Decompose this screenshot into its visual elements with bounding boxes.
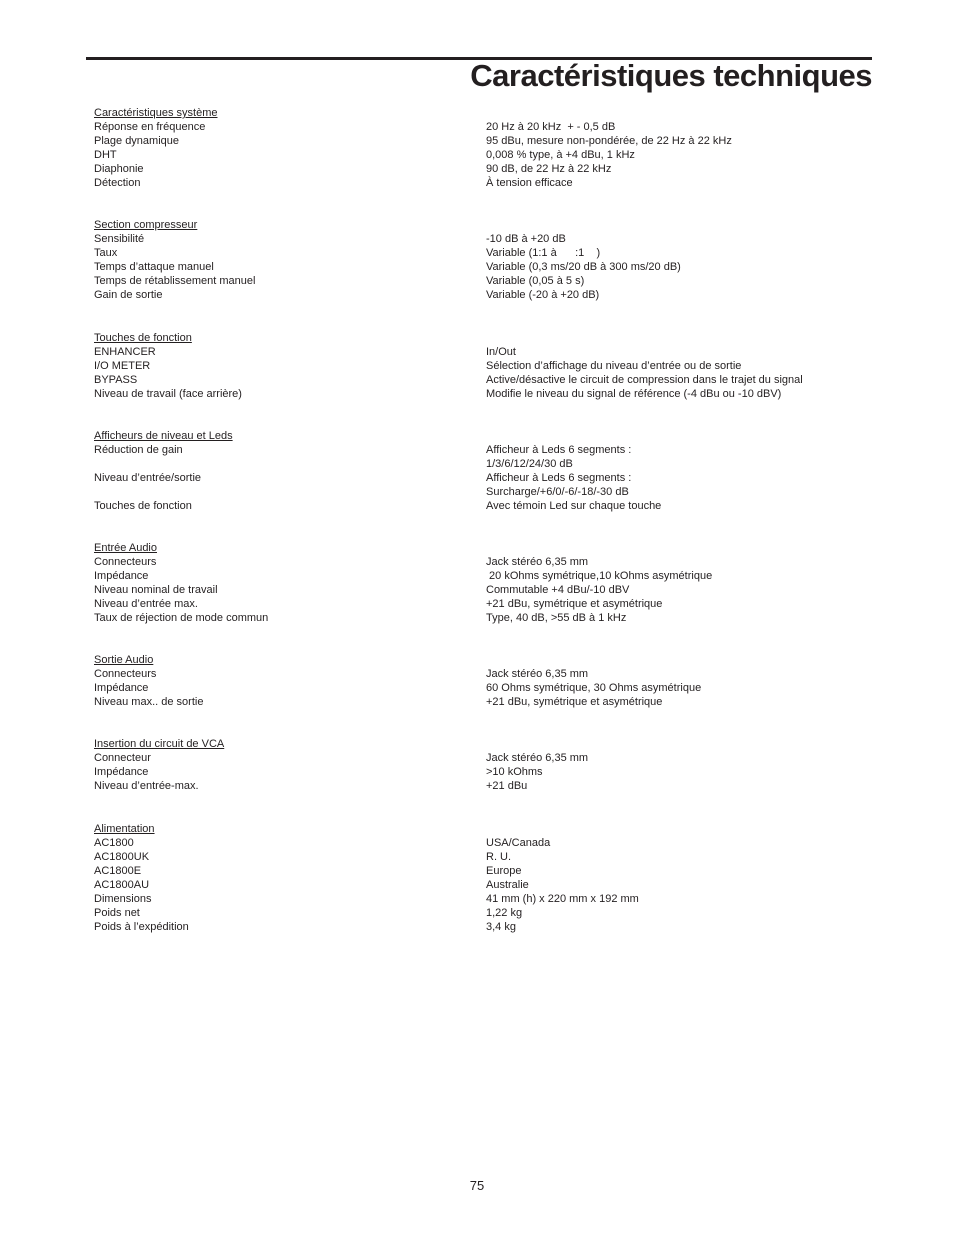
section-heading: Caractéristiques système: [94, 107, 218, 119]
spec-value: Type, 40 dB, >55 dB à 1 kHz: [486, 612, 627, 624]
spec-label: Taux: [94, 247, 118, 259]
spec-section: [94, 331, 874, 401]
spec-label: Poids net: [94, 907, 140, 919]
spec-label: Connecteurs: [94, 556, 157, 568]
spec-value: Jack stéréo 6,35 mm: [486, 668, 589, 680]
spec-row: [94, 232, 874, 246]
spec-row: [94, 120, 874, 134]
page-title: Caractéristiques techniques: [470, 58, 872, 93]
spec-label: Niveau d’entrée/sortie: [94, 472, 202, 484]
spec-value: Jack stéréo 6,35 mm: [486, 556, 589, 568]
spec-row: [94, 457, 874, 471]
spec-value: Modifie le niveau du signal de référence (-4 dBu ou -10 dBV): [486, 388, 782, 400]
page-number: 75: [469, 1178, 485, 1193]
spec-row: [94, 246, 874, 260]
spec-row: [94, 162, 874, 176]
spec-label: Réponse en fréquence: [94, 121, 206, 133]
spec-value: 41 mm (h) x 220 mm x 192 mm: [486, 893, 639, 905]
spec-label: Connecteur: [94, 752, 151, 764]
spec-row: [94, 611, 874, 625]
section-heading: Alimentation: [94, 823, 155, 835]
spec-value: 20 kOhms symétrique,10 kOhms asymétrique: [486, 570, 713, 582]
spec-row: [94, 288, 874, 302]
spec-section: [94, 737, 874, 793]
spec-row: [94, 555, 874, 569]
spec-label: AC1800AU: [94, 879, 150, 891]
spec-row: [94, 134, 874, 148]
spec-row: [94, 878, 874, 892]
spec-value: >10 kOhms: [486, 766, 543, 778]
spec-value: Afficheur à Leds 6 segments :: [486, 472, 632, 484]
spec-value: Afficheur à Leds 6 segments :: [486, 444, 632, 456]
spec-label: Poids à l’expédition: [94, 921, 189, 933]
spec-row: [94, 583, 874, 597]
spec-value: Variable (0,3 ms/20 dB à 300 ms/20 dB): [486, 261, 681, 273]
section-heading: Touches de fonction: [94, 332, 192, 344]
spec-section: [94, 653, 874, 709]
spec-row: [94, 148, 874, 162]
spec-value: Variable (-20 à +20 dB): [486, 289, 600, 301]
spec-row: [94, 906, 874, 920]
spec-row: [94, 681, 874, 695]
spec-label: Diaphonie: [94, 163, 144, 175]
spec-label: Plage dynamique: [94, 135, 180, 147]
spec-label: Niveau nominal de travail: [94, 584, 218, 596]
spec-value: 95 dBu, mesure non-pondérée, de 22 Hz à 22 kHz: [486, 135, 732, 147]
spec-value: +21 dBu, symétrique et asymétrique: [486, 598, 663, 610]
spec-section: [94, 541, 874, 625]
spec-value: Commutable +4 dBu/-10 dBV: [486, 584, 630, 596]
spec-value: Surcharge/+6/0/-6/-18/-30 dB: [486, 486, 629, 498]
section-heading: Entrée Audio: [94, 542, 157, 554]
spec-value: -10 dB à +20 dB: [486, 233, 566, 245]
spec-label: AC1800E: [94, 865, 142, 877]
spec-label: Niveau d’entrée max.: [94, 598, 198, 610]
spec-row: [94, 443, 874, 457]
spec-label: ENHANCER: [94, 346, 156, 358]
spec-row: [94, 345, 874, 359]
spec-label: Impédance: [94, 570, 149, 582]
spec-label: Gain de sortie: [94, 289, 163, 301]
spec-row: [94, 920, 874, 934]
spec-label: Impédance: [94, 766, 149, 778]
spec-row: [94, 471, 874, 485]
spec-value: +21 dBu, symétrique et asymétrique: [486, 696, 663, 708]
spec-row: [94, 765, 874, 779]
spec-label: Temps de rétablissement manuel: [94, 275, 256, 287]
spec-row: [94, 892, 874, 906]
spec-value: Variable (1:1 à :1 ): [486, 247, 601, 259]
spec-row: [94, 667, 874, 681]
spec-value: R. U.: [486, 851, 512, 863]
spec-label: Sensibilité: [94, 233, 145, 245]
spec-row: [94, 569, 874, 583]
spec-value: Australie: [486, 879, 529, 891]
spec-row: [94, 373, 874, 387]
spec-section: [94, 106, 874, 190]
section-heading: Insertion du circuit de VCA: [94, 738, 225, 750]
spec-value: 1/3/6/12/24/30 dB: [486, 458, 573, 470]
spec-value: USA/Canada: [486, 837, 551, 849]
spec-row: [94, 260, 874, 274]
spec-label: I/O METER: [94, 360, 151, 372]
spec-label: Niveau de travail (face arrière): [94, 388, 242, 400]
section-heading: Section compresseur: [94, 219, 198, 231]
spec-row: [94, 499, 874, 513]
spec-value: 60 Ohms symétrique, 30 Ohms asymétrique: [486, 682, 702, 694]
spec-row: [94, 274, 874, 288]
spec-section: [94, 822, 874, 934]
spec-label: AC1800UK: [94, 851, 150, 863]
spec-label: Dimensions: [94, 893, 152, 905]
section-heading: Sortie Audio: [94, 654, 154, 666]
spec-label: Niveau max.. de sortie: [94, 696, 204, 708]
spec-label: BYPASS: [94, 374, 138, 386]
spec-value: Europe: [486, 865, 522, 877]
spec-value: À tension efficace: [486, 177, 573, 189]
spec-section: [94, 429, 874, 513]
spec-value: 3,4 kg: [486, 921, 516, 933]
spec-value: In/Out: [486, 346, 516, 358]
spec-value: Avec témoin Led sur chaque touche: [486, 500, 662, 512]
spec-value: +21 dBu: [486, 780, 528, 792]
spec-value: 1,22 kg: [486, 907, 523, 919]
spec-row: [94, 695, 874, 709]
spec-value: 20 Hz à 20 kHz + - 0,5 dB: [486, 121, 616, 133]
spec-label: Réduction de gain: [94, 444, 183, 456]
spec-value: Jack stéréo 6,35 mm: [486, 752, 589, 764]
spec-row: [94, 850, 874, 864]
spec-section: [94, 218, 874, 302]
spec-row: [94, 176, 874, 190]
spec-value: Variable (0,05 à 5 s): [486, 275, 585, 287]
spec-value: 90 dB, de 22 Hz à 22 kHz: [486, 163, 612, 175]
spec-label: Impédance: [94, 682, 149, 694]
spec-label: Taux de réjection de mode commun: [94, 612, 269, 624]
spec-label: Détection: [94, 177, 141, 189]
spec-row: [94, 485, 874, 499]
spec-label: Temps d’attaque manuel: [94, 261, 214, 273]
spec-row: [94, 864, 874, 878]
spec-label: Touches de fonction: [94, 500, 192, 512]
spec-row: [94, 359, 874, 373]
spec-label: DHT: [94, 149, 117, 161]
spec-value: 0,008 % type, à +4 dBu, 1 kHz: [486, 149, 635, 161]
spec-row: [94, 751, 874, 765]
spec-row: [94, 779, 874, 793]
spec-label: AC1800: [94, 837, 134, 849]
spec-row: [94, 836, 874, 850]
spec-value: Sélection d’affichage du niveau d’entrée ou de sortie: [486, 360, 742, 372]
spec-label: Connecteurs: [94, 668, 157, 680]
section-heading: Afficheurs de niveau et Leds: [94, 430, 233, 442]
spec-label: Niveau d’entrée-max.: [94, 780, 199, 792]
spec-value: Active/désactive le circuit de compression dans le trajet du signal: [486, 374, 803, 386]
spec-row: [94, 387, 874, 401]
spec-row: [94, 597, 874, 611]
